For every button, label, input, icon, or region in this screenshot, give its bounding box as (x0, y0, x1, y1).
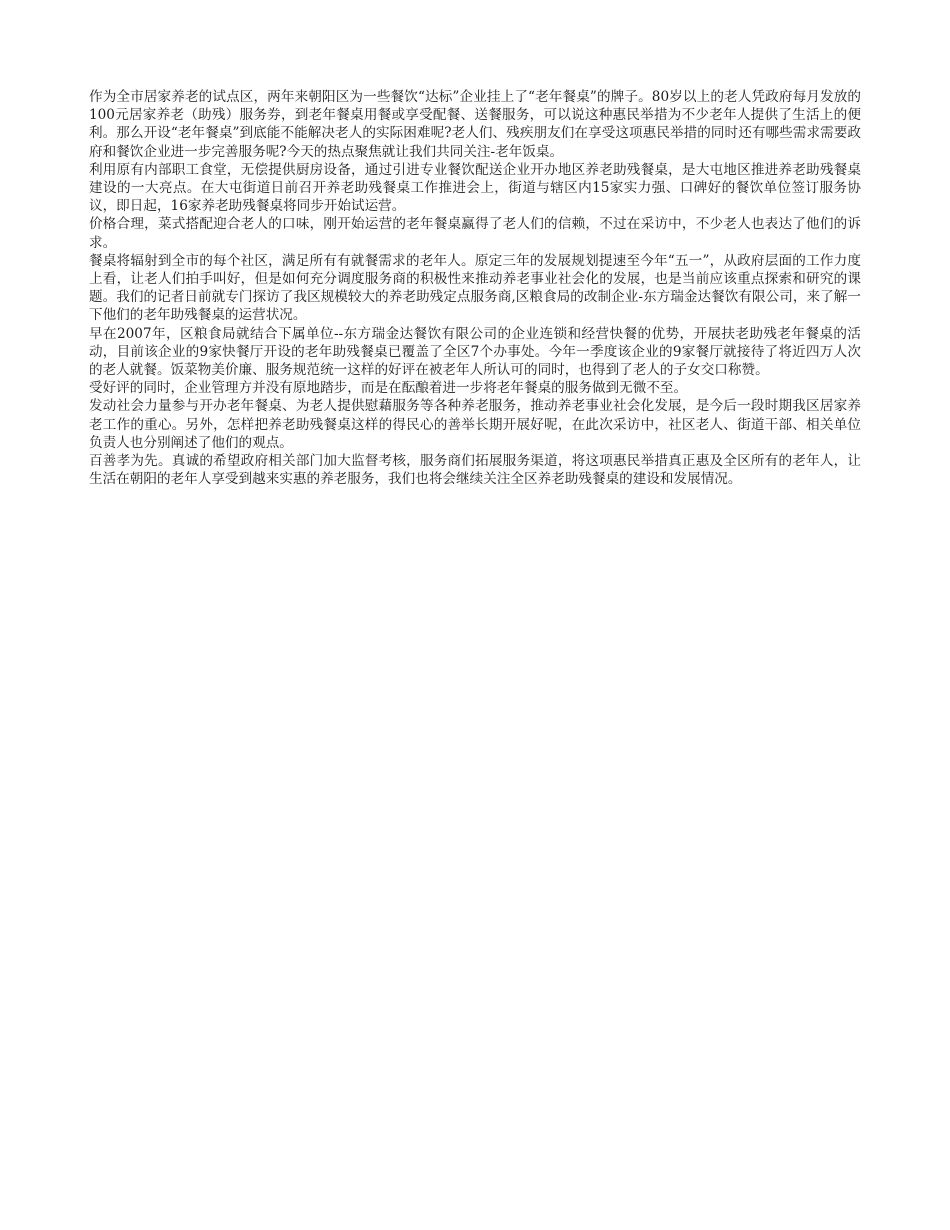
paragraph-coverage: 餐桌将辐射到全市的每个社区，满足所有有就餐需求的老年人。原定三年的发展规划提速至今年“五一”，从政府层面的工作力度上看，让老人们拍手叫好，但是如何充分调度服务商的积极性来推动养老事业社会化的发展，也是当前应该重点探索和研究的课题。我们的记者日前就专门探访了我区规模较大的养老助残定点服务商,区粮食局的改制企业-东方瑞金达餐饮有限公司，来了解一下他们的老年助残餐桌的运营状况。 (89, 252, 861, 324)
paragraph-price: 价格合理，菜式搭配迎合老人的口味，刚开始运营的老年餐桌赢得了老人们的信赖，不过在采访中，不少老人也表达了他们的诉求。 (89, 216, 861, 251)
paragraph-conclusion: 百善孝为先。真诚的希望政府相关部门加大监督考核，服务商们拓展服务渠道，将这项惠民举措真正惠及全区所有的老年人，让生活在朝阳的老年人享受到越来实惠的养老服务，我们也将会继续关注全区养老助残餐桌的建设和发展情况。 (89, 453, 861, 488)
paragraph-intro: 作为全市居家养老的试点区，两年来朝阳区为一些餐饮“达标”企业挂上了“老年餐桌”的牌子。80岁以上的老人凭政府每月发放的100元居家养老（助残）服务券，到老年餐桌用餐或享受配餐、送餐服务，可以说这种惠民举措为不少老年人提供了生活上的便利。那么开设“老年餐桌”到底能不能解决老人的实际困难呢?老人们、残疾朋友们在享受这项惠民举措的同时还有哪些需求需要政府和餐饮企业进一步完善服务呢?今天的热点聚焦就让我们共同关注-老年饭桌。 (89, 89, 861, 160)
paragraph-improvement: 受好评的同时，企业管理方并没有原地踏步，而是在酝酿着进一步将老年餐桌的服务做到无微不至。 (89, 380, 688, 397)
paragraph-social-forces: 发动社会力量参与开办老年餐桌、为老人提供慰藉服务等各种养老服务，推动养老事业社会化发展，是今后一段时期我区居家养老工作的重心。另外，怎样把养老助残餐桌这样的得民心的善举长期开展好呢，在此次采访中，社区老人、街道干部、相关单位负责人也分别阐述了他们的观点。 (89, 398, 861, 451)
paragraph-datun-canteen: 利用原有内部职工食堂，无偿提供厨房设备，通过引进专业餐饮配送企业开办地区养老助残餐桌，是大屯地区推进养老助残餐桌建设的一大亮点。在大屯街道日前召开养老助残餐桌工作推进会上，街道与辖区内15家实力强、口碑好的餐饮单位签订服务协议，即日起，16家养老助残餐桌将同步开始试运营。 (89, 161, 861, 215)
document-page (89, 88, 861, 488)
paragraph-history: 早在2007年，区粮食局就结合下属单位--东方瑞金达餐饮有限公司的企业连锁和经营快餐的优势，开展扶老助残老年餐桌的活动，目前该企业的9家快餐厅开设的老年助残餐桌已覆盖了全区7个办事处。今年一季度该企业的9家餐厅就接待了将近四万人次的老人就餐。饭菜物美价廉、服务规范统一这样的好评在被老年人所认可的同时，也得到了老人的子女交口称赞。 (89, 325, 861, 379)
